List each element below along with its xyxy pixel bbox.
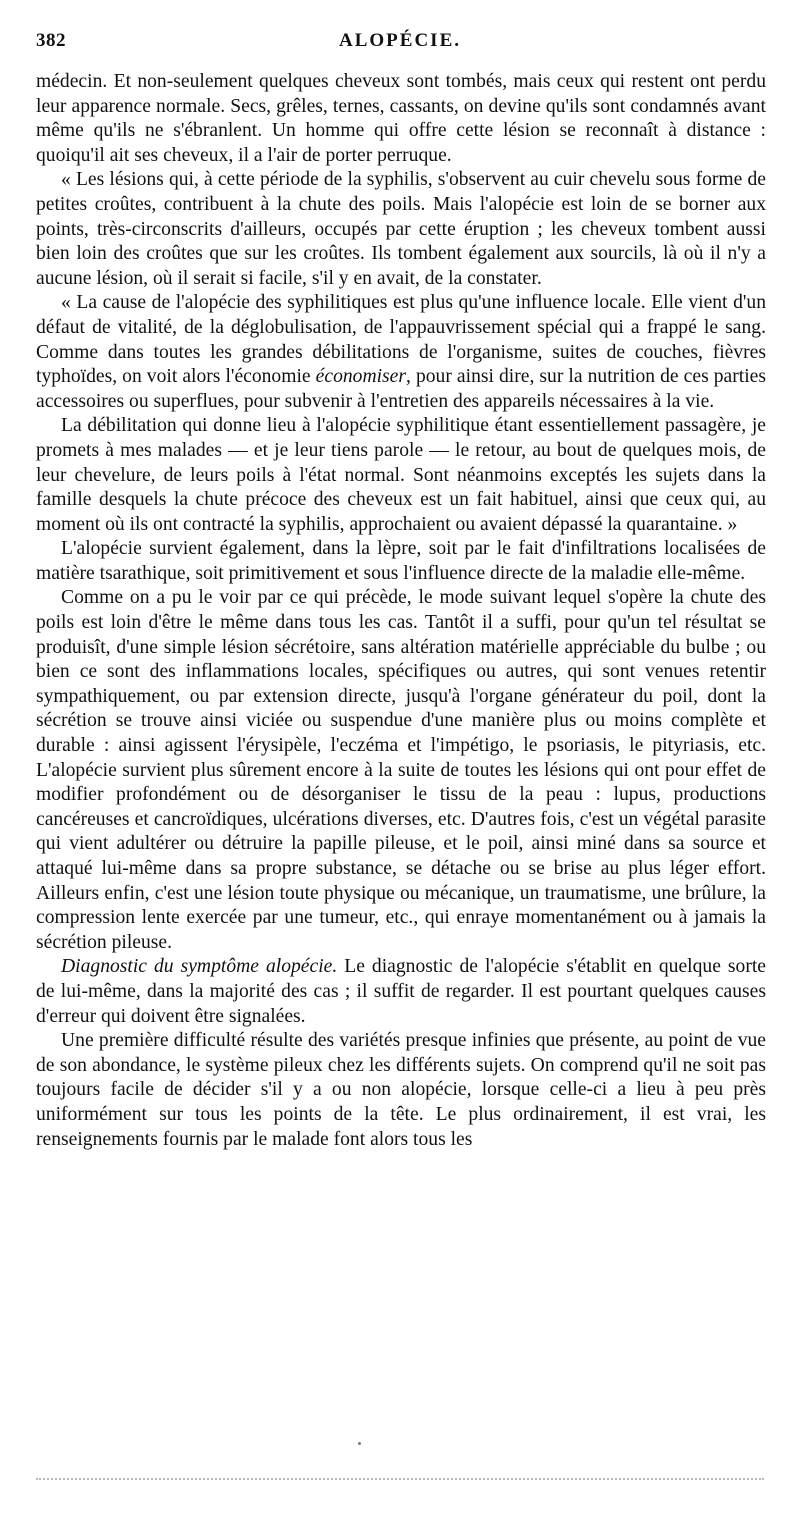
paragraph-2 — [36, 168, 766, 291]
running-title: ALOPÉCIE. — [339, 30, 461, 51]
paragraph-8 — [36, 1029, 766, 1152]
paragraph-4 — [36, 414, 766, 537]
print-speck — [358, 1442, 361, 1445]
paragraph-3-emphasis: économiser — [315, 366, 406, 388]
paragraph-4-text: La débilitation qui donne lieu à l'alopécie syphilitique étant essentiellement passagère, je promets à mes malades — et je leur tiens parole — le retour, au bout de quelques mois, de leur chevelure, de leurs poils à l'état normal. Sont néanmoins exceptés les sujets dans la famille desquels la chute précoce des cheveux est un fait habituel, ainsi que ceux qui, au moment où ils ont contracté la syphilis, approchaient ou avaient dépassé la quarantaine. » — [36, 415, 766, 535]
paragraph-8-text: Une première difficulté résulte des variétés presque infinies que présente, au point de vue de son abondance, le système pileux chez les différents sujets. On comprend qu'il ne soit pas toujours facile de décider s'il y a ou non alopécie, lorsque celle-ci a lieu à peu près uniformément sur tous les points de la tête. Le plus ordinairement, il est vrai, les renseignements fournis par le malade font alors tous les — [36, 1030, 766, 1150]
paragraph-5 — [36, 537, 766, 586]
paragraph-2-text: « Les lésions qui, à cette période de la syphilis, s'observent au cuir chevelu sous forme de petites croûtes, contribuent à la chute des poils. Mais l'alopécie est loin de se borner aux points, très-circonscrits d'ailleurs, occupés par cette éruption ; les cheveux tombent aussi bien loin des croûtes que sur les croûtes. Ils tombent également aux sourcils, là où il n'y a aucune lésion, où il serait si facile, s'il y en avait, de la constater. — [36, 169, 766, 289]
paragraph-3-text-after: , pour ainsi dire, sur la nutrition de ces parties accessoires ou superflues, pour subvenir à l'entretien des appareils nécessaires à la vie. — [36, 366, 766, 412]
body-text — [36, 70, 766, 1152]
paragraph-7-text: Le diagnostic de l'alopécie s'établit en quelque sorte de lui-même, dans la majorité des cas ; il suffit de regarder. Il est pourtant quelques causes d'erreur qui doivent être signalées. — [36, 956, 766, 1027]
paragraph-5-text: L'alopécie survient également, dans la lèpre, soit par le fait d'infiltrations localisées de matière tsarathique, soit primitivement et sous l'influence directe de la maladie elle-même. — [36, 538, 766, 584]
page-number: 382 — [36, 30, 66, 51]
section-heading-diagnostic: Diagnostic du symptôme alopécie. — [61, 956, 338, 978]
paragraph-3 — [36, 291, 766, 414]
paragraph-3-text-before: « La cause de l'alopécie des syphilitiques est plus qu'une influence locale. Elle vient d'un défaut de vitalité, de la déglobulisation, de l'appauvrissement spécial qui a frappé le sang. Comme dans toutes les grandes débilitations de l'organisme, suites de couches, fièvres typhoïdes, on voit alors l'économie — [36, 292, 766, 388]
footer-dotted-rule — [36, 1478, 764, 1480]
page-header — [36, 30, 764, 60]
paragraph-6-text: Comme on a pu le voir par ce qui précède, le mode suivant lequel s'opère la chute des poils est loin d'être le même dans tous les cas. Tantôt il a suffi, pour qu'un tel résultat se produisît, d'une simple lésion sécrétoire, sans altération matérielle appréciable du bulbe ; ou bien ce sont des inflammations locales, spécifiques ou autres, qui sont venues retentir sympathiquement, ou par extension directe, jusqu'à l'organe générateur du poil, dont la sécrétion se trouve ainsi viciée ou suspendue d'une manière plus ou moins complète et durable : ainsi agissent l'érysipèle, l'eczéma et l'impétigo, le psoriasis, le pityriasis, etc. L'alopécie survient plus sûrement encore à la suite de toutes les lésions qui ont pour effet de modifier profondément ou de désorganiser le tissu de la peau : lupus, productions cancéreuses et cancroïdiques, ulcérations diverses, etc. D'autres fois, c'est un végétal parasite qui vient adultérer ou détruire la papille pileuse, et le poil, ainsi miné dans sa source et attaqué lui-même dans sa propre substance, se détache ou se brise au plus léger effort. Ailleurs enfin, c'est une lésion toute physique ou mécanique, un traumatisme, une brûlure, la compression lente exercée par une tumeur, etc., qui enraye momentanément ou à jamais la sécrétion pileuse. — [36, 587, 766, 953]
paragraph-6 — [36, 586, 766, 955]
paragraph-1 — [36, 70, 766, 168]
paragraph-1-text: médecin. Et non-seulement quelques cheveux sont tombés, mais ceux qui restent ont perdu leur apparence normale. Secs, grêles, ternes, cassants, on devine qu'ils sont condamnés avant même qu'ils ne s'ébranlent. Un homme qui offre cette lésion se reconnaît à distance : quoiqu'il ait ses cheveux, il a l'air de porter perruque. — [36, 71, 766, 166]
paragraph-7 — [36, 955, 766, 1029]
